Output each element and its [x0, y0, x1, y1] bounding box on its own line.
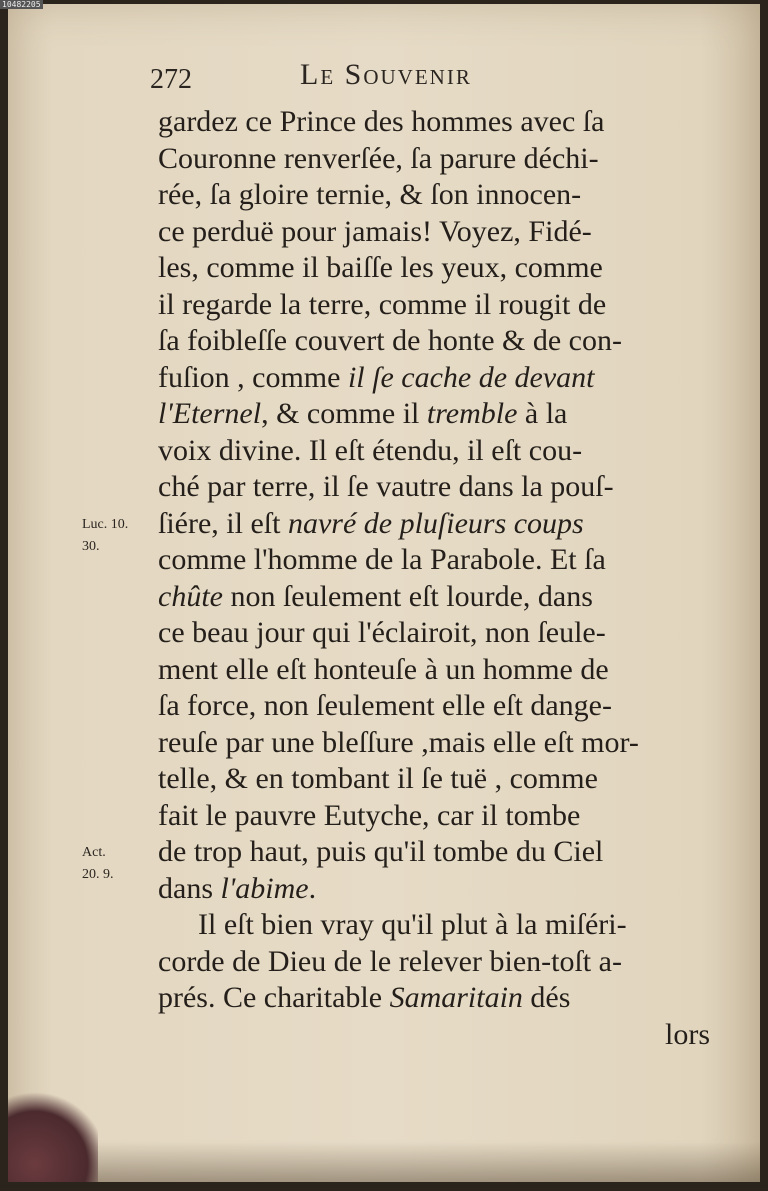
text-span: de trop haut, puis qu'il tombe du Ciel	[158, 835, 604, 868]
text-line	[158, 214, 710, 251]
text-span: comme l'homme de la Parabole. Et ſa	[158, 543, 606, 576]
text-span: il regarde la terre, comme il rougit de	[158, 287, 607, 321]
text-line	[158, 177, 710, 214]
text-line	[158, 907, 710, 944]
margin-note	[82, 842, 114, 886]
italic-text: chûte	[158, 579, 223, 613]
text-line	[158, 579, 710, 616]
text-span: non ſeulement eſt lourde, dans	[222, 579, 593, 613]
text-span: voix divine. Il eſt étendu, il eſt cou-	[158, 433, 583, 467]
scan-stamp: 10482205	[2, 0, 41, 9]
text-line	[158, 980, 710, 1017]
text-line	[158, 798, 710, 835]
italic-text: il ſe cache de devant	[347, 360, 595, 394]
body-text	[158, 104, 710, 1053]
margin-note	[82, 514, 128, 558]
text-span: fait le pauvre Eutyche, car il tombe	[158, 798, 581, 832]
text-span: fuſion , comme	[158, 360, 348, 394]
text-span: ſa force, non ſeulement elle eſt dange-	[158, 689, 612, 722]
margin-note-verse: 30.	[82, 538, 100, 554]
text-span: corde de Dieu de le relever bien-toſt a-	[158, 944, 622, 978]
text-span: , & comme il	[261, 397, 427, 430]
italic-text: navré de pluſieurs coups	[287, 506, 584, 540]
text-line	[158, 141, 710, 178]
text-span: à la	[517, 397, 568, 430]
page-header	[150, 58, 710, 98]
text-line	[158, 761, 710, 798]
text-span: telle, & en tombant il ſe tuë , comme	[158, 762, 598, 795]
text-line	[158, 360, 710, 397]
text-line	[158, 323, 710, 360]
text-line	[158, 469, 710, 506]
text-line	[158, 725, 710, 762]
text-span: Il eſt bien vray qu'il plut à la miſéri-	[198, 908, 627, 941]
text-span: rée, ſa gloire ternie, & ſon innocen-	[158, 178, 582, 211]
text-span: .	[308, 871, 317, 905]
text-line	[158, 396, 710, 433]
text-span: prés. Ce charitable	[158, 981, 390, 1014]
text-span: ché par terre, il ſe vautre dans la pouſ-	[158, 470, 614, 503]
italic-text: l'abime	[220, 871, 309, 905]
text-span: gardez ce Prince des hommes avec ſa	[158, 105, 605, 138]
text-span: dans	[158, 871, 221, 905]
margin-note-verse: 20. 9.	[82, 867, 114, 882]
text-span: Couronne renverſée, ſa parure déchi-	[158, 141, 599, 175]
text-line	[158, 615, 710, 652]
margin-note-ref: Act.	[82, 845, 106, 860]
text-span: reuſe par une bleſſure ,mais elle eſt mor-	[158, 725, 639, 759]
italic-text: Samaritain	[389, 981, 523, 1014]
text-line	[158, 542, 710, 579]
text-line	[158, 834, 710, 871]
text-span: dés	[522, 981, 571, 1014]
margin-note-ref: Luc. 10.	[82, 516, 129, 532]
text-line	[158, 652, 710, 689]
text-line	[158, 433, 710, 470]
text-line	[158, 871, 710, 908]
text-span: ment elle eſt honteuſe à un homme de	[158, 652, 609, 686]
text-line	[158, 250, 710, 287]
page-shadow	[8, 1142, 760, 1182]
thumb-shadow	[8, 1092, 98, 1182]
page-number: 272	[150, 64, 192, 95]
text-line	[158, 104, 710, 141]
text-span: lors	[665, 1017, 710, 1051]
text-line	[158, 287, 710, 324]
running-head: Le Souvenir	[300, 58, 472, 91]
text-span: ſiére, il eſt	[158, 506, 288, 540]
italic-text: tremble	[426, 397, 518, 430]
text-line	[158, 688, 710, 725]
text-span: ſa foibleſſe couvert de honte & de con-	[158, 324, 622, 357]
italic-text: l'Eternel	[158, 397, 262, 430]
text-line	[158, 506, 710, 543]
text-span: ce perduë pour jamais! Voyez, Fidé-	[158, 214, 592, 248]
text-span: ce beau jour qui l'éclairoit, non ſeule-	[158, 616, 606, 649]
text-line	[158, 944, 710, 981]
text-line	[158, 1017, 710, 1054]
text-span: les, comme il baiſſe les yeux, comme	[158, 251, 603, 284]
